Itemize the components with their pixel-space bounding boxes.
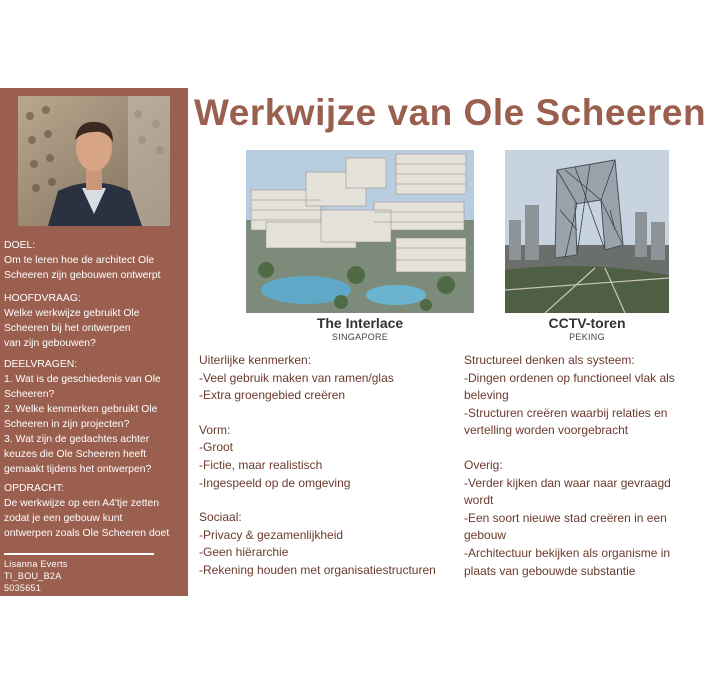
hoofdvraag-text-line: van zijn gebouwen? xyxy=(4,338,96,349)
author-name: Lisanna Everts xyxy=(4,559,68,569)
sociaal-item: -Rekening houden met organisatiestructuren xyxy=(199,562,436,577)
uiterlijk-item: -Veel gebruik maken van ramen/glas xyxy=(199,370,394,385)
overig-line: gebouw xyxy=(464,528,507,543)
cctv-location: PEKING xyxy=(569,332,605,342)
doel-text-line: Scheeren zijn gebouwen ontwerpt xyxy=(4,270,161,281)
deelvragen-text-line: 1. Wat is de geschiedenis van Ole xyxy=(4,374,161,385)
overig-heading: Overig: xyxy=(464,457,503,472)
interlace-location: SINGAPORE xyxy=(331,332,389,342)
overig-line: -Architectuur bekijken als organisme in xyxy=(464,545,671,560)
interlace-name: The Interlace xyxy=(316,315,404,331)
opdracht-label: OPDRACHT: xyxy=(4,483,65,494)
hoofdvraag-text-line: Welke werkwijze gebruikt Ole xyxy=(4,308,140,319)
structureel-heading: Structureel denken als systeem: xyxy=(464,353,635,367)
overig-line: wordt xyxy=(464,493,494,508)
architect-portrait xyxy=(18,96,170,226)
structureel-line: -Dingen ordenen op functioneel vlak als xyxy=(464,370,675,385)
deelvragen-text-line: gemaakt tijdens het ontwerpen? xyxy=(4,464,152,475)
opdracht-section xyxy=(4,481,184,541)
structureel-line: beleving xyxy=(464,388,509,403)
overig-line: plaats van gebouwde substantie xyxy=(464,563,636,578)
opdracht-text-line: zodat je een gebouw kunt xyxy=(4,513,123,524)
vorm-item: -Ingespeeld op de omgeving xyxy=(199,475,351,490)
deelvragen-text-line: Scheeren? xyxy=(4,389,55,400)
deelvragen-text-line: keuzes die Ole Scheeren heeft xyxy=(4,449,147,460)
author-class: TI_BOU_B2A xyxy=(4,571,62,581)
interlace-photo xyxy=(246,150,474,313)
vorm-heading: Vorm: xyxy=(199,422,231,437)
sociaal-item: -Privacy & gezamenlijkheid xyxy=(199,527,344,542)
overig-line: -Verder kijken dan waar naar gevraagd xyxy=(464,475,671,490)
hoofdvraag-section xyxy=(4,291,184,351)
deelvragen-label: DEELVRAGEN: xyxy=(4,359,78,370)
vorm-item: -Groot xyxy=(199,440,234,455)
doel-label: DOEL: xyxy=(4,240,36,251)
structureel-line: -Structuren creëren waarbij relaties en xyxy=(464,405,668,420)
sidebar-divider xyxy=(4,553,154,555)
cctv-name: CCTV-toren xyxy=(548,315,626,331)
author-id: 5035651 xyxy=(4,583,42,593)
hoofdvraag-text-line: Scheeren bij het ontwerpen xyxy=(4,323,131,334)
hoofdvraag-label: HOOFDVRAAG: xyxy=(4,293,81,304)
deelvragen-text-line: 2. Welke kenmerken gebruikt Ole xyxy=(4,404,158,415)
kenmerken-column xyxy=(199,352,436,580)
sidebar-panel xyxy=(0,88,188,596)
cctv-photo xyxy=(505,150,669,313)
sociaal-item: -Geen hiërarchie xyxy=(199,545,289,560)
systeem-column xyxy=(464,352,675,580)
deelvragen-section xyxy=(4,357,184,477)
opdracht-text-line: De werkwijze op een A4'tje zetten xyxy=(4,498,160,509)
vorm-item: -Fictie, maar realistisch xyxy=(199,457,323,472)
page-title: Werkwijze van Ole Scheeren xyxy=(194,92,707,133)
deelvragen-text-line: Scheeren in zijn projecten? xyxy=(4,419,130,430)
uiterlijk-item: -Extra groengebied creëren xyxy=(199,388,346,403)
structureel-line: vertelling worden voorgebracht xyxy=(464,423,629,438)
doel-section xyxy=(4,238,184,283)
sociaal-heading: Sociaal: xyxy=(199,510,242,525)
uiterlijk-heading: Uiterlijke kenmerken: xyxy=(199,353,312,367)
doel-text-line: Om te leren hoe de architect Ole xyxy=(4,255,155,266)
opdracht-text-line: ontwerpen zoals Ole Scheeren doet xyxy=(4,528,170,539)
deelvragen-text-line: 3. Wat zijn de gedachtes achter xyxy=(4,434,150,445)
overig-line: -Een soort nieuwe stad creëren in een xyxy=(464,510,667,525)
author-block xyxy=(4,558,68,594)
